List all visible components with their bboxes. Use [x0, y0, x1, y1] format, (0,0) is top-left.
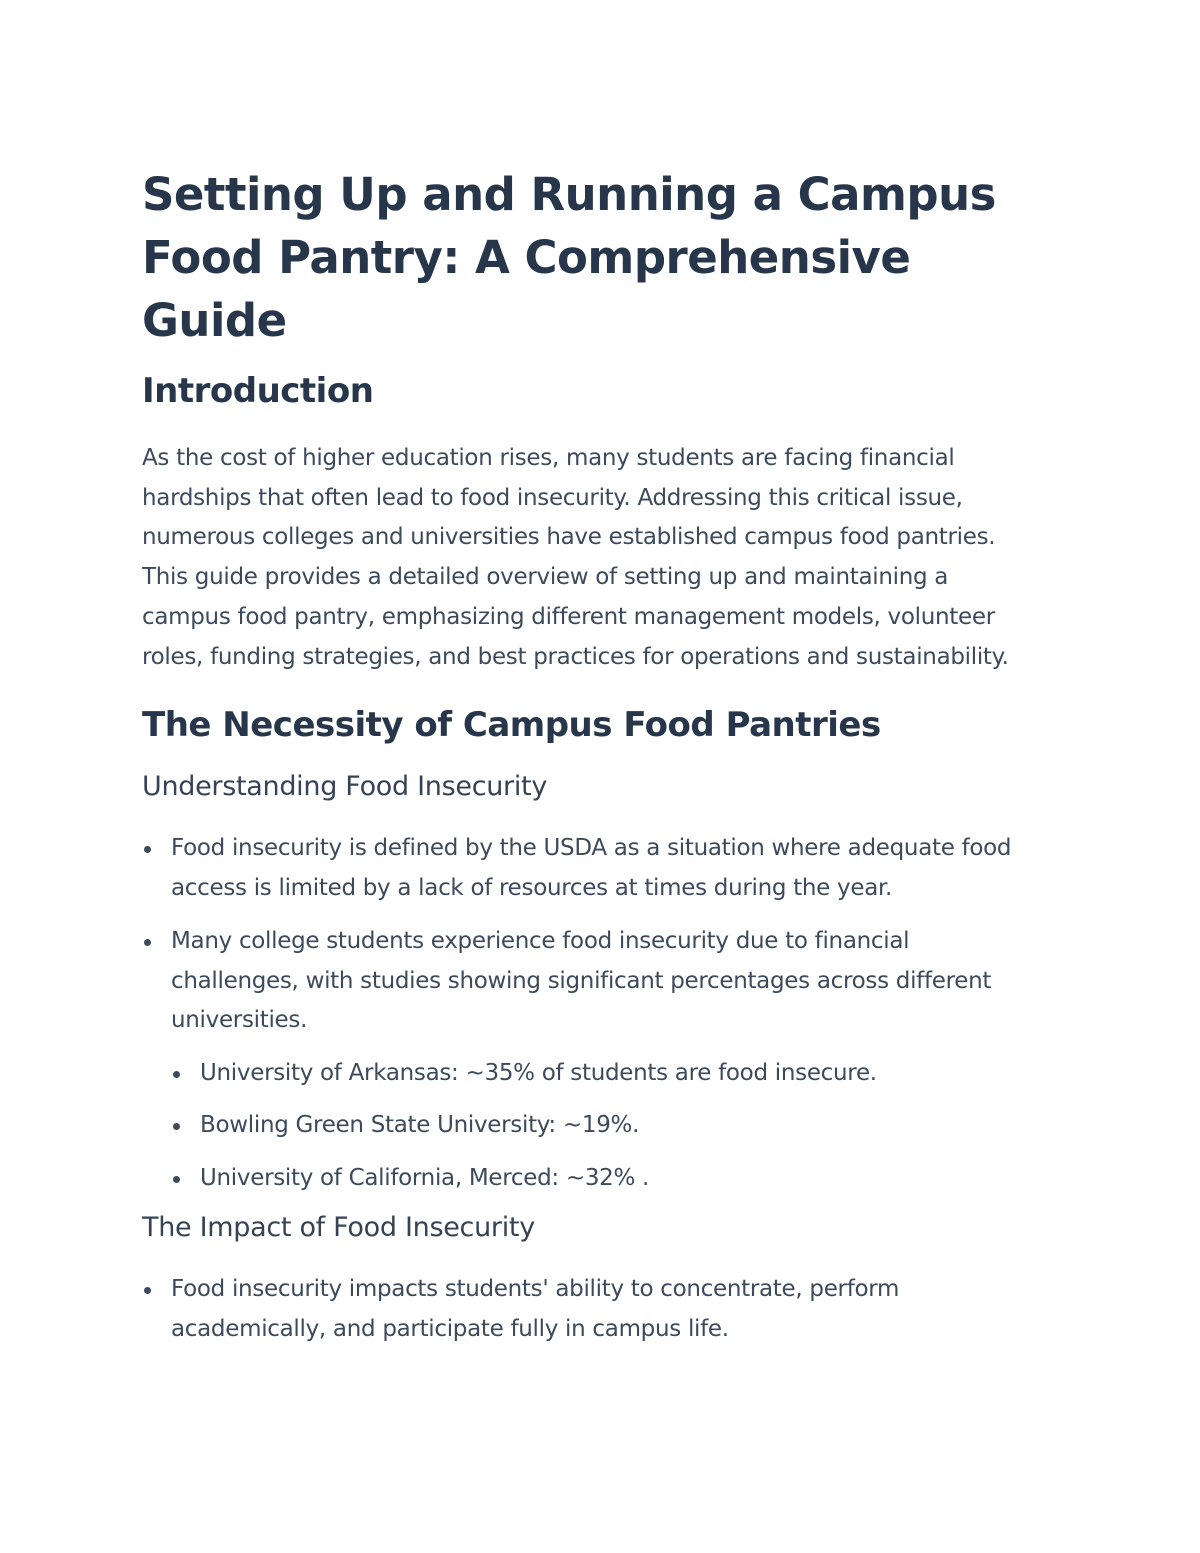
- list-item-text: Food insecurity is defined by the USDA as a situation where adequate food access is limited by a lack of resources at times during the year.: [171, 835, 1012, 901]
- list-item: [142, 829, 1042, 908]
- document-page: [142, 163, 1042, 1349]
- sub-list-item-text: University of Arkansas: ~35% of students are food insecure.: [200, 1059, 877, 1086]
- list-item: [142, 922, 1042, 1041]
- bullet-icon: [144, 846, 151, 853]
- introduction-paragraph: As the cost of higher education rises, many students are facing financial hardships that often lead to food insecurity. Addressing this critical issue, numerous colleges and universities have established campus food pantries. This guide provides a detailed overview of setting up and maintaining a campus food pantry, emphasizing different management models, volunteer roles, funding strategies, and best practices for operations and sustainability.: [142, 445, 1009, 670]
- impact-of-food-insecurity-heading: The Impact of Food Insecurity: [142, 1212, 535, 1244]
- sub-list-item-text: University of California, Merced: ~32% .: [200, 1164, 650, 1191]
- impact-bullet-list: [142, 1270, 1042, 1349]
- understanding-bullet-list: [142, 829, 1042, 1198]
- sub-list-item-text: Bowling Green State University: ~19%.: [200, 1112, 640, 1139]
- sub-list-item: [142, 1159, 1042, 1199]
- bullet-icon: [144, 1287, 151, 1294]
- sub-list-item: [142, 1054, 1042, 1094]
- list-item-text: Food insecurity impacts students' ability to concentrate, perform academically, and participate fully in campus life.: [171, 1276, 900, 1342]
- bullet-icon: [173, 1071, 180, 1078]
- bullet-icon: [173, 1176, 180, 1183]
- list-item: [142, 1270, 1042, 1349]
- sub-list-item: [142, 1106, 1042, 1146]
- bullet-icon: [173, 1123, 180, 1130]
- document-title: Setting Up and Running a Campus Food Pantry: A Comprehensive Guide: [142, 168, 996, 347]
- understanding-food-insecurity-heading: Understanding Food Insecurity: [142, 771, 548, 803]
- bullet-icon: [144, 939, 151, 946]
- list-item-text: Many college students experience food insecurity due to financial challenges, with studies showing significant percentages across different universities.: [171, 928, 992, 1034]
- introduction-heading: Introduction: [142, 371, 374, 411]
- necessity-heading: The Necessity of Campus Food Pantries: [142, 705, 881, 746]
